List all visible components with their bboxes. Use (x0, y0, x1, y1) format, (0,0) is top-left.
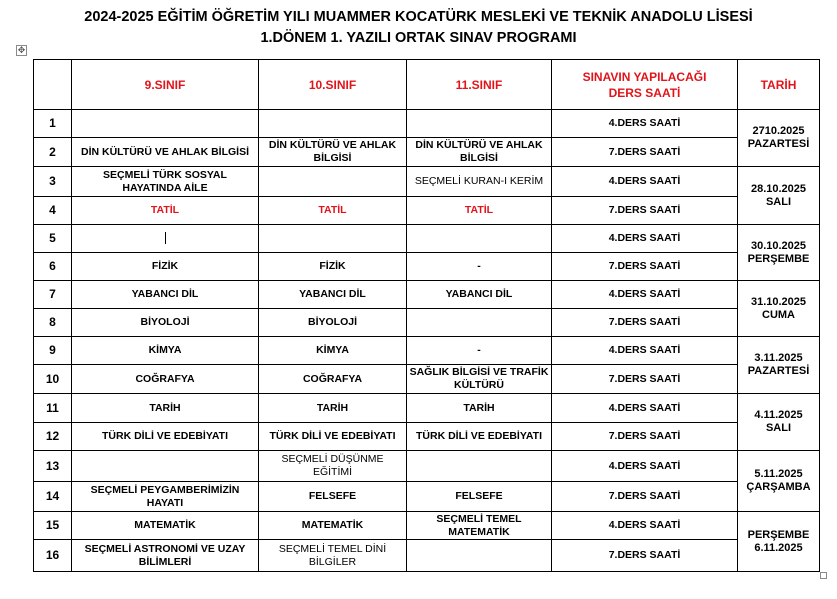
header-11-sinif: 11.SINIF (407, 60, 552, 110)
cell-period[interactable]: 4.DERS SAATİ (552, 110, 738, 138)
cell-9[interactable]: SEÇMELİ PEYGAMBERİMİZİN HAYATI (72, 482, 259, 512)
cell-11[interactable]: TARİH (407, 394, 552, 423)
table-row (34, 225, 820, 253)
date-cell[interactable]: 3.11.2025 PAZARTESİ (738, 337, 820, 394)
cell-11[interactable]: FELSEFE (407, 482, 552, 512)
cell-11[interactable]: YABANCI DİL (407, 281, 552, 309)
cell-period[interactable]: 7.DERS SAATİ (552, 423, 738, 451)
cell-period[interactable]: 7.DERS SAATİ (552, 197, 738, 225)
cell-11[interactable]: - (407, 253, 552, 281)
row-number: 4 (34, 197, 72, 225)
row-number: 16 (34, 540, 72, 572)
cell-10[interactable]: COĞRAFYA (259, 365, 407, 394)
header-ders-saati: SINAVIN YAPILACAĞI DERS SAATİ (552, 60, 738, 110)
cell-period[interactable]: 4.DERS SAATİ (552, 225, 738, 253)
cell-10[interactable]: FELSEFE (259, 482, 407, 512)
cell-10[interactable] (259, 225, 407, 253)
table-row (34, 540, 820, 572)
cell-9[interactable]: YABANCI DİL (72, 281, 259, 309)
row-number: 1 (34, 110, 72, 138)
cell-period[interactable]: 7.DERS SAATİ (552, 365, 738, 394)
table-resize-handle-icon[interactable] (820, 572, 827, 579)
cell-10[interactable]: SEÇMELİ TEMEL DİNİ BİLGİLER (259, 540, 407, 572)
table-row (34, 482, 820, 512)
cell-10-holiday[interactable]: TATİL (259, 197, 407, 225)
row-number: 2 (34, 138, 72, 167)
cell-9[interactable]: FİZİK (72, 253, 259, 281)
document-subtitle: 1.DÖNEM 1. YAZILI ORTAK SINAV PROGRAMI (260, 30, 577, 46)
cell-period[interactable]: 4.DERS SAATİ (552, 451, 738, 482)
cell-9[interactable]: MATEMATİK (72, 512, 259, 540)
cell-9-holiday[interactable]: TATİL (72, 197, 259, 225)
cell-10[interactable]: DİN KÜLTÜRÜ VE AHLAK BİLGİSİ (259, 138, 407, 167)
row-number: 6 (34, 253, 72, 281)
cell-11[interactable] (407, 451, 552, 482)
header-9-sinif: 9.SINIF (72, 60, 259, 110)
cell-10[interactable] (259, 167, 407, 197)
cell-10[interactable]: MATEMATİK (259, 512, 407, 540)
header-10-sinif: 10.SINIF (259, 60, 407, 110)
cell-9[interactable]: BİYOLOJİ (72, 309, 259, 337)
date-cell[interactable]: 5.11.2025 ÇARŞAMBA (738, 451, 820, 512)
table-row (34, 253, 820, 281)
cell-10[interactable]: SEÇMELİ DÜŞÜNME EĞİTİMİ (259, 451, 407, 482)
row-number: 8 (34, 309, 72, 337)
cell-period[interactable]: 4.DERS SAATİ (552, 167, 738, 197)
cell-11[interactable]: - (407, 337, 552, 365)
row-number: 7 (34, 281, 72, 309)
cell-11[interactable] (407, 110, 552, 138)
document-title: 2024-2025 EĞİTİM ÖĞRETİM YILI MUAMMER KOCATÜRK MESLEKİ VE TEKNİK ANADOLU LİSESİ (84, 9, 753, 25)
cell-11[interactable]: DİN KÜLTÜRÜ VE AHLAK BİLGİSİ (407, 138, 552, 167)
cell-period[interactable]: 7.DERS SAATİ (552, 540, 738, 572)
cell-10[interactable]: BİYOLOJİ (259, 309, 407, 337)
table-row (34, 110, 820, 138)
cell-11[interactable] (407, 309, 552, 337)
table-row (34, 281, 820, 309)
cell-11[interactable]: SAĞLIK BİLGİSİ VE TRAFİK KÜLTÜRÜ (407, 365, 552, 394)
table-row (34, 138, 820, 167)
table-row (34, 451, 820, 482)
cell-10[interactable]: FİZİK (259, 253, 407, 281)
date-cell[interactable]: 28.10.2025 SALI (738, 167, 820, 225)
table-row (34, 167, 820, 197)
row-number: 14 (34, 482, 72, 512)
text-cursor (165, 232, 166, 244)
cell-10[interactable]: TÜRK DİLİ VE EDEBİYATI (259, 423, 407, 451)
date-cell[interactable]: PERŞEMBE 6.11.2025 (738, 512, 820, 572)
cell-10[interactable]: TARİH (259, 394, 407, 423)
header-tarih: TARİH (738, 60, 820, 110)
date-cell[interactable]: 30.10.2025 PERŞEMBE (738, 225, 820, 281)
row-number: 5 (34, 225, 72, 253)
cell-9[interactable]: KİMYA (72, 337, 259, 365)
cell-11[interactable] (407, 540, 552, 572)
row-number: 10 (34, 365, 72, 394)
cell-period[interactable]: 7.DERS SAATİ (552, 253, 738, 281)
table-row (34, 197, 820, 225)
row-number: 3 (34, 167, 72, 197)
cell-11[interactable] (407, 225, 552, 253)
table-row (34, 309, 820, 337)
cell-9-text-cursor[interactable] (72, 225, 259, 253)
exam-schedule-table (33, 59, 820, 572)
cell-9[interactable]: TÜRK DİLİ VE EDEBİYATI (72, 423, 259, 451)
table-row (34, 337, 820, 365)
header-number (34, 60, 72, 110)
row-number: 12 (34, 423, 72, 451)
cell-period[interactable]: 7.DERS SAATİ (552, 482, 738, 512)
cell-11[interactable]: SEÇMELİ TEMEL MATEMATİK (407, 512, 552, 540)
cell-period[interactable]: 7.DERS SAATİ (552, 138, 738, 167)
cell-period[interactable]: 4.DERS SAATİ (552, 337, 738, 365)
row-number: 15 (34, 512, 72, 540)
cell-11[interactable]: SEÇMELİ KURAN-I KERİM (407, 167, 552, 197)
table-header-row (34, 60, 820, 110)
cell-9[interactable]: TARİH (72, 394, 259, 423)
row-number: 9 (34, 337, 72, 365)
row-number: 13 (34, 451, 72, 482)
cell-9[interactable]: COĞRAFYA (72, 365, 259, 394)
cell-9[interactable] (72, 451, 259, 482)
table-row (34, 394, 820, 423)
date-cell[interactable]: 31.10.2025 CUMA (738, 281, 820, 337)
cell-period[interactable]: 7.DERS SAATİ (552, 309, 738, 337)
cell-9[interactable]: DİN KÜLTÜRÜ VE AHLAK BİLGİSİ (72, 138, 259, 167)
cell-10[interactable]: YABANCI DİL (259, 281, 407, 309)
row-number: 11 (34, 394, 72, 423)
date-cell[interactable]: 2710.2025 PAZARTESİ (738, 110, 820, 167)
cell-9[interactable]: SEÇMELİ TÜRK SOSYAL HAYATINDA AİLE (72, 167, 259, 197)
cell-period[interactable]: 4.DERS SAATİ (552, 512, 738, 540)
cell-11[interactable]: TÜRK DİLİ VE EDEBİYATI (407, 423, 552, 451)
table-move-handle-icon[interactable]: ✥ (17, 45, 26, 55)
cell-10[interactable]: KİMYA (259, 337, 407, 365)
cell-9[interactable]: SEÇMELİ ASTRONOMİ VE UZAY BİLİMLERİ (72, 540, 259, 572)
cell-period[interactable]: 4.DERS SAATİ (552, 394, 738, 423)
table-row (34, 423, 820, 451)
cell-10[interactable] (259, 110, 407, 138)
cell-9[interactable] (72, 110, 259, 138)
table-row (34, 512, 820, 540)
date-cell[interactable]: 4.11.2025 SALI (738, 394, 820, 451)
cell-11-holiday[interactable]: TATİL (407, 197, 552, 225)
cell-period[interactable]: 4.DERS SAATİ (552, 281, 738, 309)
table-row (34, 365, 820, 394)
